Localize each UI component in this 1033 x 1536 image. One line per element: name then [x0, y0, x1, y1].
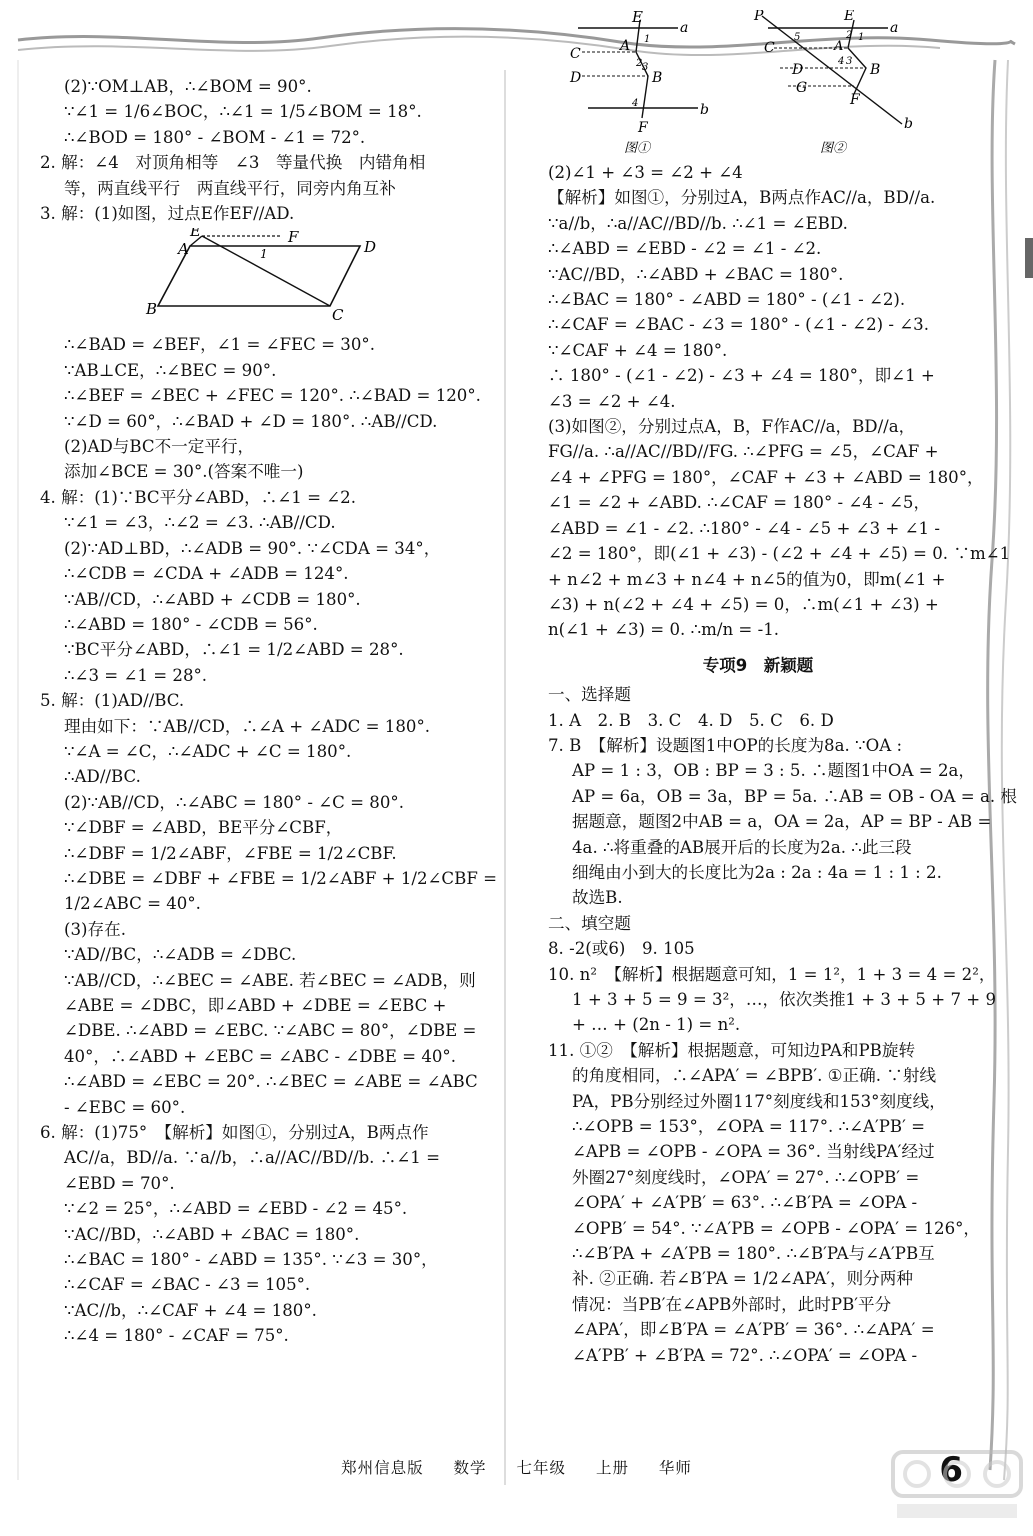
answer-line: n(∠1 + ∠3) = 0. ∴m/n = -1. — [548, 620, 780, 640]
answer-line: ∠4 + ∠PFG = 180°，∠CAF + ∠3 + ∠ABD = 180°， — [548, 467, 984, 487]
answer-line: ∠DBE. ∴∠ABD = ∠EBC. ∵∠ABC = 80°，∠DBE = — [64, 1021, 477, 1041]
answer-line: ∴∠CAF = ∠BAC - ∠3 = 105°. — [64, 1275, 311, 1295]
fig1-angle-4: 4 — [632, 98, 639, 109]
fig1-label-C: C — [570, 46, 581, 62]
fig1-label-B: B — [652, 70, 663, 86]
answer-line: ∵a//b，∴a//AC//BD//b. ∴∠1 = ∠EBD. — [548, 213, 848, 233]
answer-line: ∴AD//BC. — [64, 767, 141, 787]
fig2-label-G: G — [796, 80, 808, 96]
label-1: 1 — [260, 247, 268, 262]
answer-line: ∵AC//BD，∴∠ABD + ∠BAC = 180°. — [64, 1224, 360, 1244]
answer-line: 5. 解：(1)AD//BC. — [40, 691, 185, 711]
left-column — [40, 74, 498, 1349]
answer-line: ∴∠ABD = ∠EBD - ∠2 = ∠1 - ∠2. — [548, 239, 822, 259]
fig2-label-a: a — [890, 20, 899, 36]
answer-line: 情况：当PB′在∠APB外部时，此时PB′平分 — [572, 1294, 892, 1314]
fig1-label-D: D — [570, 70, 582, 86]
answer-line: ∠ABE = ∠DBC，即∠ABD + ∠DBE = ∠EBC + — [64, 996, 447, 1015]
answer-line: 【解析】如图①，分别过A，B两点作AC//a，BD//a. — [548, 188, 936, 208]
fig2-angle-5: 5 — [794, 32, 801, 43]
label-D: D — [364, 238, 377, 257]
answer-line: 11. ①② 【解析】根据题意，可知边PA和PB旋转 — [548, 1040, 916, 1060]
answer-line: 添加∠BCE = 30°.(答案不唯一) — [64, 462, 304, 482]
answer-line: ∵∠D = 60°，∴∠BAD + ∠D = 180°. ∴AB//CD. — [64, 411, 438, 431]
footer-edition: 郑州信息版 — [341, 1459, 424, 1477]
label-F: F — [288, 228, 299, 247]
fig2-caption: 图② — [820, 141, 847, 156]
answer-line: PA，PB分别经过外圈117°刻度线和153°刻度线， — [572, 1091, 946, 1111]
answer-line: ∵AC//b，∴∠CAF + ∠4 = 180°. — [64, 1300, 317, 1320]
answer-line: 4a. ∴将重叠的AB展开后的长度为2a. ∴此三段 — [572, 837, 912, 857]
answer-line: (2)∵AD⊥BD，∴∠ADB = 90°. ∵∠CDA = 34°， — [64, 538, 441, 558]
answer-line: ∵∠A = ∠C，∴∠ADC + ∠C = 180°. — [64, 741, 352, 761]
answer-line: ∠3 = ∠2 + ∠4. — [548, 391, 676, 411]
right-column — [548, 10, 1018, 1368]
answer-line: ∴∠DBE = ∠DBF + ∠FBE = 1/2∠ABF + 1/2∠CBF = — [64, 868, 498, 888]
answer-line: ∴∠CDB = ∠CDA + ∠ADB = 124°. — [64, 564, 349, 584]
answer-line: 8. -2(或6) 9. 105 — [548, 939, 695, 959]
answer-line: ∵∠1 = 1/6∠BOC，∴∠1 = 1/5∠BOM = 18°. — [64, 102, 422, 122]
answer-line: AC//a，BD//a. ∵a//b，∴a//AC//BD//b. ∴∠1 = — [64, 1148, 440, 1168]
answer-line: 1. A 2. B 3. C 4. D 5. C 6. D — [548, 710, 834, 730]
footer-grade: 七年级 — [516, 1459, 566, 1477]
section-title: 专项9 新颖题 — [702, 655, 814, 675]
answer-line: ∴ 180° - (∠1 - ∠2) - ∠3 + ∠4 = 180°，即∠1 + — [548, 366, 935, 386]
answer-line: ∴∠B′PA + ∠A′PB = 180°. ∴∠B′PA与∠A′PB互 — [572, 1244, 935, 1264]
answer-line: ∠3) + n(∠2 + ∠4 + ∠5) = 0，∴m(∠1 + ∠3) + — [548, 594, 939, 614]
answer-line: + … + (2n - 1) = n². — [572, 1015, 741, 1035]
answer-line: (2)∵OM⊥AB，∴∠BOM = 90°. — [64, 77, 312, 96]
answer-line: ∴∠BEF = ∠BEC + ∠FEC = 120°. ∴∠BAD = 120°. — [64, 386, 481, 406]
footer-subject: 数学 — [453, 1459, 487, 1477]
answer-line: ∠APB = ∠OPB - ∠OPA = 36°. 当射线PA′经过 — [572, 1142, 935, 1162]
footer-volume: 上册 — [595, 1459, 629, 1477]
answer-line: ∴∠DBF = 1/2∠ABF，∠FBE = 1/2∠CBF. — [64, 843, 397, 863]
answer-line: ∴∠4 = 180° - ∠CAF = 75°. — [64, 1326, 289, 1346]
answer-line: (2)∠1 + ∠3 = ∠2 + ∠4 — [548, 163, 743, 182]
answer-line: ∠A′PB′ + ∠B′PA = 72°. ∴∠OPA′ = ∠OPA - — [572, 1345, 918, 1365]
label-C: C — [332, 306, 344, 325]
answer-line: - ∠EBC = 60°. — [64, 1097, 186, 1117]
answer-line: ∵AC//BD，∴∠ABD + ∠BAC = 180°. — [548, 264, 844, 284]
answer-line: ∠ABD = ∠1 - ∠2. ∴180° - ∠4 - ∠5 + ∠3 + ∠1 - — [548, 518, 940, 538]
answer-line: AP = 6a，OB = 3a，BP = 5a. ∴AB = OB - OA = a. 根 — [572, 786, 1018, 806]
answer-line: 补. ②正确. 若∠B′PA = 1/2∠APA′，则分两种 — [572, 1269, 913, 1289]
answer-line: ∴∠BAD = ∠BEF，∠1 = ∠FEC = 30°. — [64, 335, 375, 355]
answer-line: ∵∠CAF + ∠4 = 180°. — [548, 340, 728, 360]
fig2-angle-2: 2 — [846, 30, 853, 41]
answer-line: AP = 1 : 3，OB : BP = 3 : 5. ∴题图1中OA = 2a， — [572, 761, 976, 781]
edge-tab — [1025, 238, 1033, 278]
figure-2 — [753, 10, 913, 156]
fig1-caption: 图① — [624, 141, 651, 156]
fig2-label-F: F — [850, 92, 860, 108]
answer-line: 故选B. — [572, 888, 623, 908]
figures-q6 — [548, 10, 968, 160]
fig2-angle-1: 1 — [858, 32, 865, 43]
answer-line: 1/2∠ABC = 40°. — [64, 894, 201, 914]
fig1-angle-3: 3 — [642, 62, 649, 73]
fig1-label-E: E — [632, 10, 643, 26]
answer-line: 的角度相同，∴∠APA′ = ∠BPB′. ①正确. ∵射线 — [572, 1066, 937, 1086]
answer-line: ∴∠BAC = 180° - ∠ABD = 180° - (∠1 - ∠2). — [548, 290, 906, 310]
page-number: 6 — [939, 1450, 963, 1490]
answer-line: 细绳由小到大的长度比为2a : 2a : 4a = 1 : 1 : 2. — [572, 862, 942, 882]
answer-line: ∴∠BOD = 180° - ∠BOM - ∠1 = 72°. — [64, 127, 366, 147]
answer-line: ∴∠BAC = 180° - ∠ABD = 135°. ∵∠3 = 30°， — [64, 1250, 438, 1270]
fig2-label-E: E — [844, 10, 855, 24]
answer-line: ∠APA′，即∠B′PA = ∠A′PB′ = 36°. ∴∠APA′ = — [572, 1320, 935, 1340]
answer-line: 40°，∴∠ABD + ∠EBC = ∠ABC - ∠DBE = 40°. — [64, 1046, 457, 1066]
answer-line: ∵∠1 = ∠3，∴∠2 = ∠3. ∴AB//CD. — [64, 513, 336, 533]
answer-line: ∴∠OPB = 153°，∠OPA = 117°. ∴∠A′PB′ = — [572, 1117, 926, 1137]
fig2-angle-4: 4 — [838, 56, 845, 67]
figure-q3 — [40, 228, 485, 328]
fig1-label-b: b — [700, 102, 709, 118]
parallel-lines-diagrams — [548, 10, 968, 160]
answer-line: 6. 解：(1)75° 【解析】如图①，分别过A，B两点作 — [40, 1123, 429, 1143]
fig2-angle-3: 3 — [846, 56, 853, 67]
answer-line: (2)AD与BC不一定平行， — [64, 437, 255, 457]
answer-line: 10. n² 【解析】根据题意可知，1 = 1²，1 + 3 = 4 = 2²， — [548, 964, 996, 984]
fig1-label-F: F — [638, 120, 648, 136]
answer-line: FG//a. ∴a//AC//BD//FG. ∴∠PFG = ∠5，∠CAF + — [548, 442, 939, 462]
answer-line: ∴∠ABD = ∠EBC = 20°. ∴∠BEC = ∠ABE = ∠ABC — [64, 1072, 478, 1092]
answer-line: + n∠2 + m∠3 + n∠4 + n∠5的值为0，即m(∠1 + — [548, 569, 946, 589]
answer-line: ∵∠2 = 25°，∴∠ABD = ∠EBD - ∠2 = 45°. — [64, 1199, 408, 1219]
answer-line: 4. 解：(1)∵BC平分∠ABD，∴∠1 = ∠2. — [40, 487, 357, 507]
fig2-label-A: A — [834, 39, 844, 54]
fig2-label-P: P — [754, 10, 764, 24]
answer-line: ∠2 = 180°，即(∠1 + ∠3) - (∠2 + ∠4 + ∠5) = 0. ∵m∠1 — [548, 544, 1011, 564]
answer-line: (2)∵AB//CD，∴∠ABC = 180° - ∠C = 80°. — [64, 792, 404, 812]
answer-line: ∵BC平分∠ABD，∴∠1 = 1/2∠ABD = 28°. — [64, 640, 404, 660]
answer-line: 等，两直线平行 两直线平行，同旁内角互补 — [64, 178, 396, 198]
fig2-label-D: D — [792, 62, 804, 78]
watermark-logo — [887, 1444, 1027, 1524]
answer-line: 理由如下：∵AB//CD，∴∠A + ∠ADC = 180°. — [64, 716, 431, 736]
answer-line: ∴∠3 = ∠1 = 28°. — [64, 665, 208, 685]
answer-line: 1 + 3 + 5 = 9 = 3²，…，依次类推1 + 3 + 5 + 7 + 9 — [572, 990, 997, 1009]
answer-line: ∵AB//CD，∴∠BEC = ∠ABE. 若∠BEC = ∠ADB，则 — [64, 970, 476, 990]
fig2-label-C: C — [764, 40, 775, 56]
fig2-label-B: B — [870, 62, 881, 78]
figure-1 — [569, 10, 709, 156]
label-E: E — [190, 228, 201, 241]
answer-line: ∴∠CAF = ∠BAC - ∠3 = 180° - (∠1 - ∠2) - ∠3. — [548, 315, 929, 335]
answer-line: 一、选择题 — [548, 685, 631, 705]
answer-line: 7. B 【解析】设题图1中OP的长度为8a. ∵OA : — [548, 735, 903, 755]
fig2-label-b: b — [904, 116, 913, 132]
parallelogram-diagram — [40, 228, 485, 328]
answer-line: ∴∠ABD = 180° - ∠CDB = 56°. — [64, 614, 318, 634]
answer-line: ∵AD//BC，∴∠ADB = ∠DBC. — [64, 945, 297, 965]
answer-line: 外圈27°刻度线时，∠OPA′ = 27°. ∴∠OPB′ = — [572, 1167, 920, 1187]
answer-line: (3)如图②，分别过点A，B，F作AC//a，BD//a， — [548, 417, 916, 437]
footer-publisher: 华师 — [658, 1459, 692, 1477]
answer-line: 2. 解：∠4 对顶角相等 ∠3 等量代换 内错角相 — [40, 153, 426, 173]
label-A: A — [178, 240, 189, 259]
answer-line: ∠OPA′ + ∠A′PB′ = 63°. ∴∠B′PA = ∠OPA - — [572, 1193, 918, 1213]
fig1-label-a: a — [680, 20, 689, 36]
answer-line: 据题意，题图2中AB = a，OA = 2a，AP = BP - AB = — [572, 812, 992, 832]
answer-line: ∵AB⊥CE，∴∠BEC = 90°. — [64, 360, 277, 380]
label-B: B — [146, 300, 158, 319]
answer-line: 3. 解：(1)如图，过点E作EF//AD. — [40, 204, 295, 224]
answer-line: ∠1 = ∠2 + ∠ABD. ∴∠CAF = 180° - ∠4 - ∠5， — [548, 493, 931, 513]
answer-line: ∵∠DBF = ∠ABD，BE平分∠CBF， — [64, 818, 343, 838]
answer-line: 二、填空题 — [548, 913, 631, 933]
fig1-angle-2: 2 — [636, 58, 643, 69]
answer-line: ∵AB//CD，∴∠ABD + ∠CDB = 180°. — [64, 589, 361, 609]
page-footer — [0, 1456, 1033, 1478]
answer-line: (3)存在. — [64, 919, 126, 939]
fig1-label-A: A — [620, 38, 631, 54]
answer-line: ∠OPB′ = 54°. ∵∠A′PB = ∠OPB - ∠OPA′ = 126°， — [572, 1218, 981, 1238]
fig1-angle-1: 1 — [644, 34, 651, 45]
answer-line: ∠EBD = 70°. — [64, 1173, 175, 1193]
